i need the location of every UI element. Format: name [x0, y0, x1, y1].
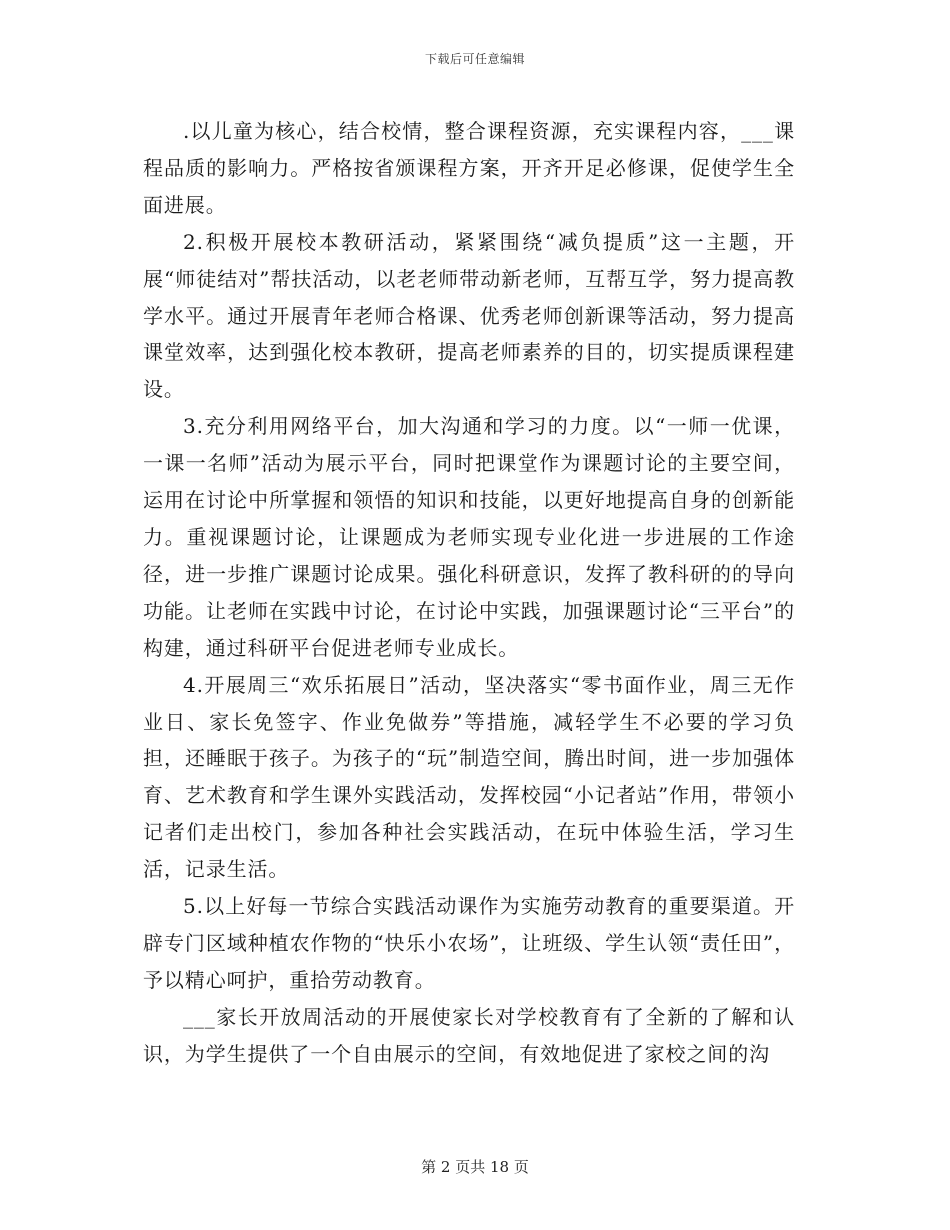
paragraph-3: 3.充分利用网络平台，加大沟通和学习的力度。以“一师一优课，一课一名师”活动为展示平台，同时把课堂作为课题讨论的主要空间，运用在讨论中所掌握和领悟的知识和技能，以更好地提高自身的创新能力。重视课题讨论，让课题成为老师实现专业化进一步进展的工作途径，进一步推广课题讨论成果。强化科研意识，发挥了教科研的的导向功能。让老师在实践中讨论，在讨论中实践，加强课题讨论“三平台”的构建，通过科研平台促进老师专业成长。 — [143, 414, 795, 660]
paragraph-2: 2.积极开展校本教研活动，紧紧围绕“减负提质”这一主题，开展“师徒结对”帮扶活动，以老老师带动新老师，互帮互学，努力提高教学水平。通过开展青年老师合格课、优秀老师创新课等活动，努力提高课堂效率，达到强化校本教研，提高老师素养的目的，切实提质课程建设。 — [143, 229, 795, 402]
paragraph-1: .以儿童为核心，结合校情，整合课程资源，充实课程内容，___课程品质的影响力。严格按省颁课程方案，开齐开足必修课，促使学生全面进展。 — [143, 119, 795, 217]
paragraph-5: 5.以上好每一节综合实践活动课作为实施劳动教育的重要渠道。开辟专门区域种植农作物的“快乐小农场”，让班级、学生认领“责任田”，予以精心呵护，重拾劳动教育。 — [143, 894, 795, 992]
page-number-footer: 第 2 页共 18 页 — [421, 1158, 529, 1176]
paragraph-4: 4.开展周三“欢乐拓展日”活动，坚决落实“零书面作业，周三无作业日、家长免签字、作业免做券”等措施，减轻学生不必要的学习负担，还睡眠于孩子。为孩子的“玩”制造空间，腾出时间，进一步加强体育、艺术教育和学生课外实践活动，发挥校园“小记者站”作用，带领小记者们走出校门，参加各种社会实践活动，在玩中体验生活，学习生活，记录生活。 — [143, 672, 795, 882]
page-header-note: 下载后可任意编辑 — [424, 52, 525, 66]
document-body — [143, 113, 795, 1073]
paragraph-6: ___家长开放周活动的开展使家长对学校教育有了全新的了解和认识，为学生提供了一个自由展示的空间，有效地促进了家校之间的沟 — [143, 1004, 795, 1066]
